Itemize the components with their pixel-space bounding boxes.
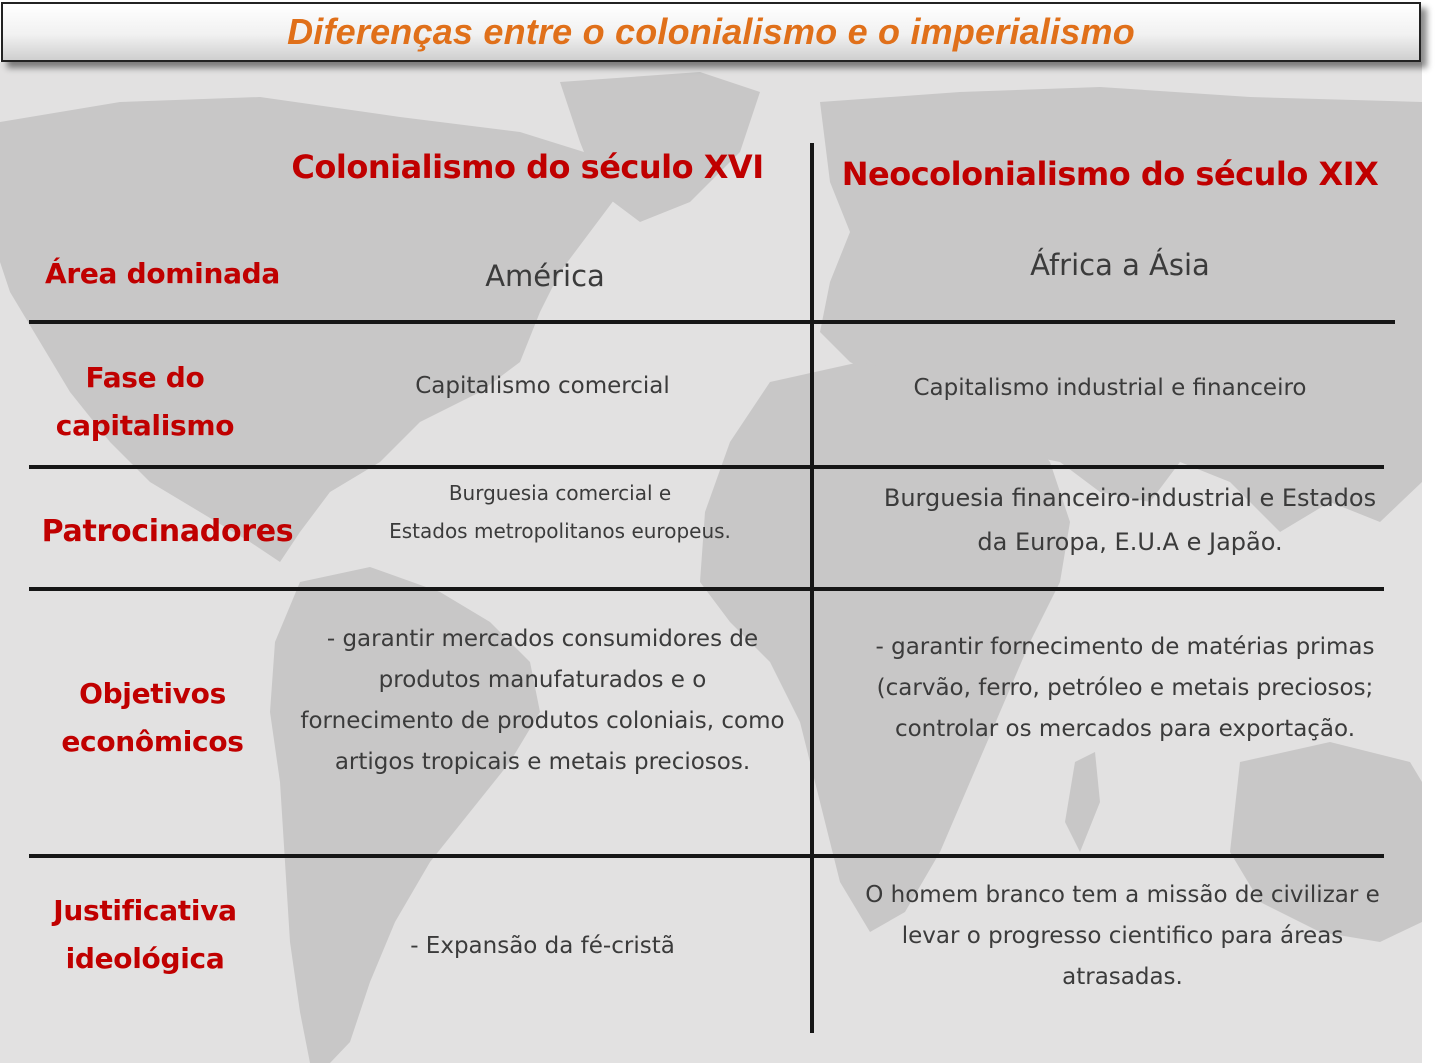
- row-label-line: Objetivos: [79, 677, 226, 710]
- row-label-area-dominada: Área dominada: [44, 257, 281, 290]
- cell-line: levar o progresso cientifico para áreas: [901, 923, 1344, 949]
- cell-area-colonialismo: América: [485, 259, 605, 293]
- cell-line: artigos tropicais e metais preciosos.: [334, 749, 751, 775]
- cell-line: da Europa, E.U.A e Japão.: [977, 528, 1283, 556]
- column-header-neocolonialismo: Neocolonialismo do século XIX: [841, 155, 1379, 193]
- cell-line: (carvão, ferro, petróleo e metais preciosos;: [876, 675, 1374, 701]
- cell-objetivos-colonialismo: [280, 619, 805, 783]
- page-title: Diferenças entre o colonialismo e o imperialismo: [287, 11, 1135, 52]
- cell-line: Burguesia financeiro-industrial e Estados: [883, 484, 1377, 512]
- cell-justificativa-neocolonialismo: [830, 875, 1415, 998]
- row-divider-1: [29, 320, 1395, 324]
- row-divider-2: [29, 465, 1384, 469]
- row-label-line: Justificativa: [53, 894, 237, 927]
- cell-area-neocolonialismo: África a Ásia: [1030, 248, 1210, 282]
- cell-patrocinadores-colonialismo: [300, 474, 820, 550]
- column-header-colonialismo: Colonialismo do século XVI: [291, 148, 764, 186]
- row-label-objetivos-economicos: [25, 670, 280, 766]
- row-label-line: econômicos: [61, 725, 244, 758]
- cell-justificativa-colonialismo: - Expansão da fé-cristã: [410, 933, 675, 959]
- row-label-fase-capitalismo: [20, 354, 270, 450]
- cell-patrocinadores-neocolonialismo: [830, 476, 1430, 564]
- cell-line: controlar os mercados para exportação.: [894, 716, 1356, 742]
- cell-objetivos-neocolonialismo: [830, 627, 1420, 750]
- cell-line: fornecimento de produtos coloniais, como: [300, 708, 785, 734]
- cell-line: O homem branco tem a missão de civilizar e: [865, 882, 1380, 908]
- row-label-justificativa-ideologica: [20, 887, 270, 983]
- cell-line: Burguesia comercial e: [448, 481, 672, 505]
- cell-fase-colonialismo: Capitalismo comercial: [415, 373, 670, 399]
- row-label-line: Fase do: [85, 361, 205, 394]
- row-label-patrocinadores: Patrocinadores: [41, 514, 294, 549]
- row-divider-3: [29, 587, 1384, 591]
- row-label-line: capitalismo: [55, 409, 235, 442]
- cell-line: atrasadas.: [1062, 964, 1183, 990]
- map-madagascar: [1065, 752, 1100, 852]
- row-label-line: ideológica: [65, 942, 225, 975]
- cell-line: - garantir fornecimento de matérias primas: [875, 634, 1375, 660]
- row-divider-4: [29, 854, 1384, 858]
- cell-line: - garantir mercados consumidores de: [326, 626, 759, 652]
- cell-line: Estados metropolitanos europeus.: [389, 519, 731, 543]
- cell-line: produtos manufaturados e o: [378, 667, 707, 693]
- cell-fase-neocolonialismo: Capitalismo industrial e financeiro: [913, 375, 1307, 401]
- title-bar: [1, 2, 1421, 62]
